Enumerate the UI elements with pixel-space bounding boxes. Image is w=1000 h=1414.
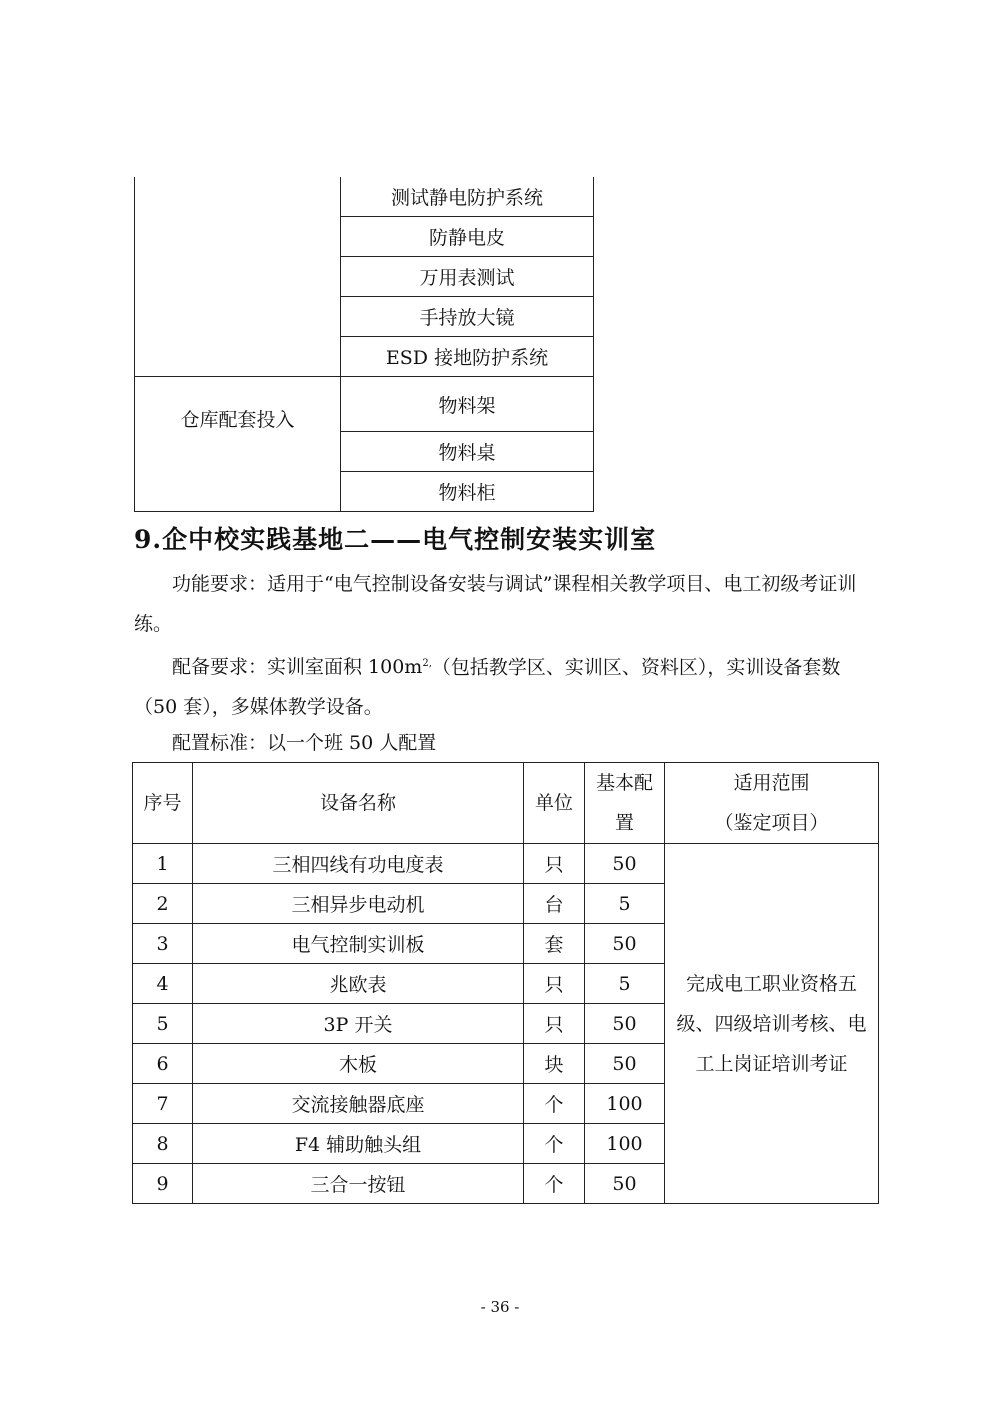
unit-cell: 套 xyxy=(524,924,585,964)
scope-cell: 完成电工职业资格五级、四级培训考核、电工上岗证培训考证 xyxy=(665,844,879,1204)
function-requirement-paragraph: 功能要求：适用于“电气控制设备安装与调试”课程相关教学项目、电工初级考证训练。 xyxy=(134,573,857,635)
configuration-standard-paragraph: 配置标准：以一个班 50 人配置 xyxy=(172,732,437,754)
item-cell: ESD 接地防护系统 xyxy=(341,337,594,377)
seq-cell: 8 xyxy=(133,1124,193,1164)
name-cell: 三相四线有功电度表 xyxy=(193,844,524,884)
name-cell: 兆欧表 xyxy=(193,964,524,1004)
qty-cell: 50 xyxy=(585,924,665,964)
qty-cell: 100 xyxy=(585,1124,665,1164)
unit-cell: 个 xyxy=(524,1124,585,1164)
qty-cell: 5 xyxy=(585,964,665,1004)
qty-cell: 50 xyxy=(585,1044,665,1084)
section-heading: 9.企中校实践基地二——电气控制安装实训室 xyxy=(134,525,657,554)
equipment-table xyxy=(132,762,879,1204)
name-cell: 木板 xyxy=(193,1044,524,1084)
seq-cell: 7 xyxy=(133,1084,193,1124)
item-cell: 物料柜 xyxy=(341,472,594,512)
category-cell-warehouse: 仓库配套投入 xyxy=(135,377,341,512)
item-cell: 物料桌 xyxy=(341,432,594,472)
equipment-requirement-paragraph: 配备要求：实训室面积 $100m^{2,}$（包括教学区、实训区、资料区），实训设备套数（50 套），多媒体教学设备。 xyxy=(134,656,841,719)
header-seq: 序号 xyxy=(133,763,193,844)
seq-cell: 6 xyxy=(133,1044,193,1084)
qty-cell: 50 xyxy=(585,1004,665,1044)
item-cell: 防静电皮 xyxy=(341,217,594,257)
seq-cell: 4 xyxy=(133,964,193,1004)
page-number: - 36 - xyxy=(480,1298,520,1316)
table-header-row xyxy=(133,763,879,844)
header-basic-config: 基本配 置 xyxy=(585,763,665,844)
seq-cell: 1 xyxy=(133,844,193,884)
unit-cell: 只 xyxy=(524,844,585,884)
item-cell: 手持放大镜 xyxy=(341,297,594,337)
unit-cell: 只 xyxy=(524,964,585,1004)
name-cell: 三合一按钮 xyxy=(193,1164,524,1204)
item-cell: 测试静电防护系统 xyxy=(341,177,594,217)
name-cell: F4 辅助触头组 xyxy=(193,1124,524,1164)
unit-cell: 块 xyxy=(524,1044,585,1084)
seq-cell: 9 xyxy=(133,1164,193,1204)
header-name: 设备名称 xyxy=(193,763,524,844)
name-cell: 3P 开关 xyxy=(193,1004,524,1044)
seq-cell: 5 xyxy=(133,1004,193,1044)
unit-cell: 个 xyxy=(524,1084,585,1124)
qty-cell: 100 xyxy=(585,1084,665,1124)
category-cell-blank xyxy=(135,177,341,377)
seq-cell: 3 xyxy=(133,924,193,964)
header-scope: 适用范围 （鉴定项目） xyxy=(665,763,879,844)
seq-cell: 2 xyxy=(133,884,193,924)
item-cell: 物料架 xyxy=(341,377,594,432)
equipment-table-continued xyxy=(134,177,594,512)
name-cell: 电气控制实训板 xyxy=(193,924,524,964)
header-unit: 单位 xyxy=(524,763,585,844)
table-row xyxy=(133,844,879,884)
qty-cell: 50 xyxy=(585,844,665,884)
qty-cell: 5 xyxy=(585,884,665,924)
qty-cell: 50 xyxy=(585,1164,665,1204)
name-cell: 三相异步电动机 xyxy=(193,884,524,924)
unit-cell: 台 xyxy=(524,884,585,924)
unit-cell: 只 xyxy=(524,1004,585,1044)
unit-cell: 个 xyxy=(524,1164,585,1204)
name-cell: 交流接触器底座 xyxy=(193,1084,524,1124)
item-cell: 万用表测试 xyxy=(341,257,594,297)
